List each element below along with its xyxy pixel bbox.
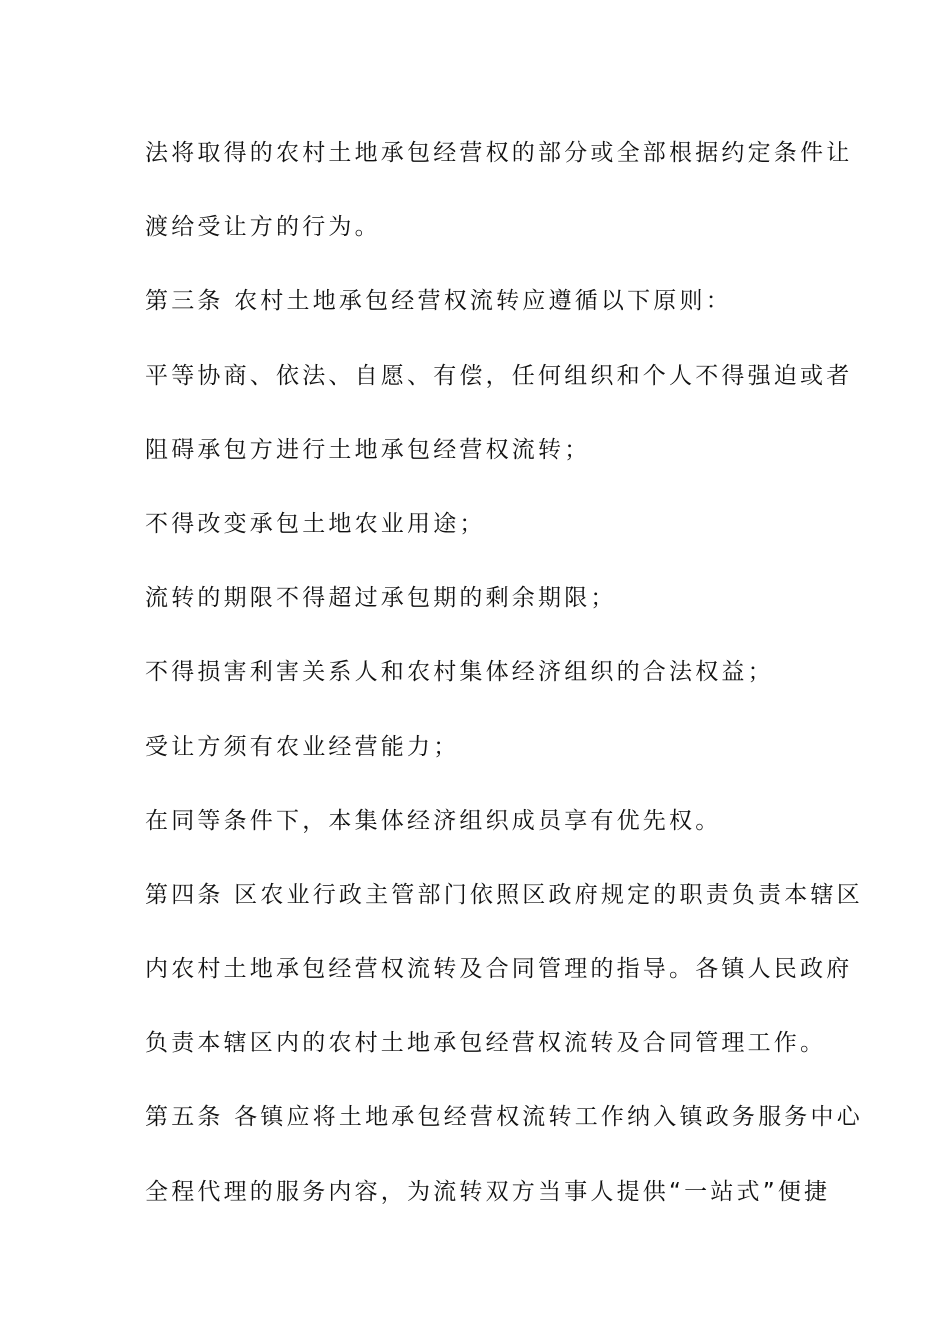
text-line: 不得改变承包土地农业用途； <box>145 510 486 537</box>
text-line: 负责本辖区内的农村土地承包经营权流转及合同管理工作。 <box>145 1030 827 1057</box>
text-line: 平等协商、依法、自愿、有偿，任何组织和个人不得强迫或者 <box>145 362 853 389</box>
text-line: 在同等条件下，本集体经济组织成员享有优先权。 <box>145 807 722 834</box>
text-line: 第五条 各镇应将土地承包经营权流转工作纳入镇政务服务中心 <box>145 1104 863 1131</box>
text-line: 受让方须有农业经营能力； <box>145 733 460 760</box>
text-line: 渡给受让方的行为。 <box>145 214 381 241</box>
text-line: 不得损害利害关系人和农村集体经济组织的合法权益； <box>145 659 774 686</box>
text-line: 全程代理的服务内容，为流转双方当事人提供“一站式”便捷 <box>145 1178 831 1205</box>
text-line: 流转的期限不得超过承包期的剩余期限； <box>145 585 617 612</box>
text-line: 内农村土地承包经营权流转及合同管理的指导。各镇人民政府 <box>145 956 853 983</box>
text-line: 第四条 区农业行政主管部门依照区政府规定的职责负责本辖区 <box>145 881 863 908</box>
text-line: 阻碍承包方进行土地承包经营权流转； <box>145 436 591 463</box>
text-line: 法将取得的农村土地承包经营权的部分或全部根据约定条件让 <box>145 140 853 166</box>
text-line: 第三条 农村土地承包经营权流转应遵循以下原则： <box>145 288 732 315</box>
document-body <box>145 131 863 1244</box>
